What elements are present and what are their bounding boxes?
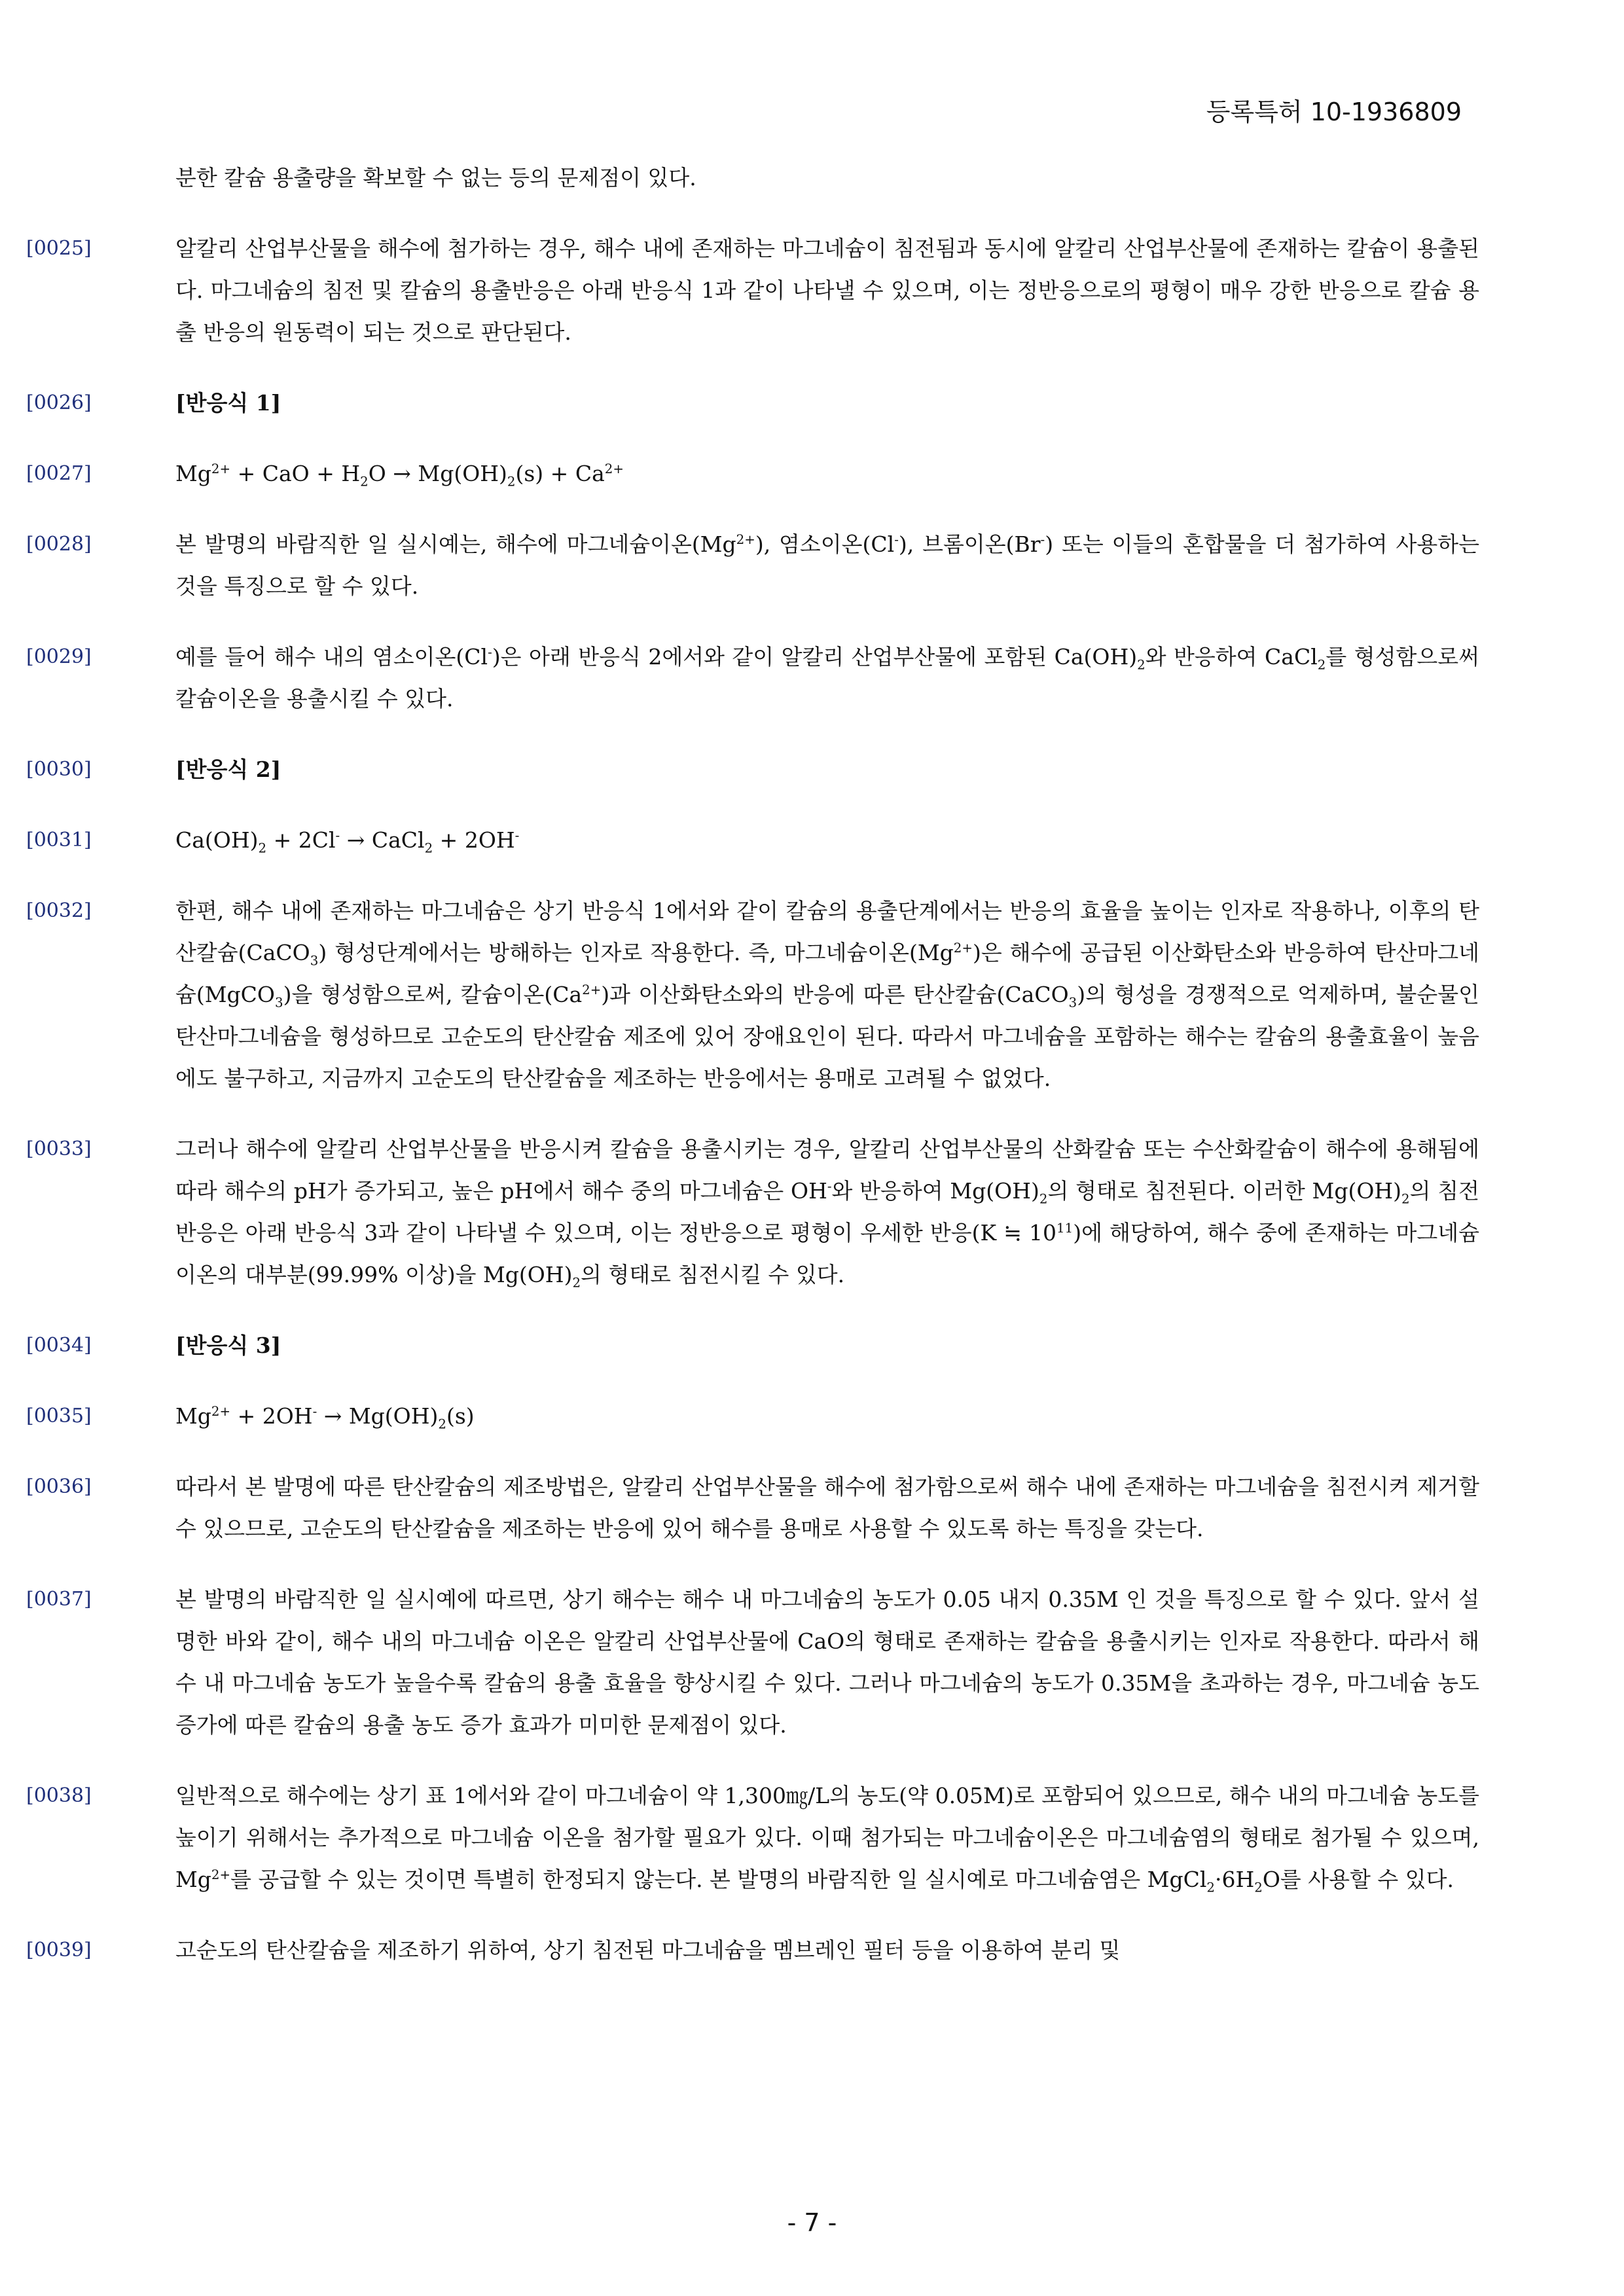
paragraph-text: 본 발명의 바람직한 일 실시예에 따르면, 상기 해수는 해수 내 마그네슘의 농도가 0.05 내지 0.35M 인 것을 특징으로 할 수 있다. 앞서 설명한 바와 같이, 해수 내의 마그네슘 이온은 알칼리 산업부산물에 CaO의 형태로 존재하는 칼슘을 용출시키는 인자로 작용한다. 따라서 해수 내 마그네슘 농도가 높을수록 칼슘의 용출 효율을 향상시킬 수 있다. 그러나 마그네슘의 농도가 0.35M을 초과하는 경우, 마그네슘 농도 증가에 따른 칼슘의 용출 농도 증가 효과가 미미한 문제점이 있다. (175, 1587, 1479, 1738)
paragraph-text: 알칼리 산업부산물을 해수에 첨가하는 경우, 해수 내에 존재하는 마그네슘이 침전됨과 동시에 알칼리 산업부산물에 존재하는 칼슘이 용출된다. 마그네슘의 침전 및 칼슘의 용출반응은 아래 반응식 1과 같이 나타낼 수 있으며, 이는 정반응으로의 평형이 매우 강한 반응으로 칼슘 용출 반응의 원동력이 되는 것으로 판단된다. (175, 236, 1479, 345)
paragraph-0025 (26, 228, 1479, 353)
paragraph-number: [0025] (26, 237, 92, 260)
paragraph-0038 (26, 1775, 1479, 1901)
paragraph-0027 (26, 453, 1479, 495)
paragraph-number: [0030] (26, 758, 92, 781)
paragraph-number: [0028] (26, 533, 92, 556)
paragraph-text: 따라서 본 발명에 따른 탄산칼슘의 제조방법은, 알칼리 산업부산물을 해수에 첨가함으로써 해수 내에 존재하는 마그네슘을 침전시켜 제거할 수 있으므로, 고순도의 탄산칼슘을 제조하는 반응에 있어 해수를 용매로 사용할 수 있도록 하는 특징을 갖는다. (175, 1474, 1479, 1541)
paragraph-number: [0033] (26, 1138, 92, 1160)
paragraph-text: 일반적으로 해수에는 상기 표 1에서와 같이 마그네슘이 약 1,300㎎/L의 농도(약 0.05M)로 포함되어 있으므로, 해수 내의 마그네슘 농도를 높이기 위해서는 추가적으로 마그네슘 이온을 첨가할 필요가 있다. 이때 첨가되는 마그네슘이온은 마그네슘염의 형태로 첨가될 수 있으며, $Mg^{2+}$를 공급할 수 있는 것이면 특별히 한정되지 않는다. 본 발명의 바람직한 일 실시예로 마그네슘염은 $MgCl_2\cdot 6H_2O$를 사용할 수 있다. (175, 1783, 1479, 1895)
reaction-heading: [반응식 2] (175, 757, 281, 782)
reaction-heading: [반응식 3] (175, 1333, 281, 1358)
paragraph-text: 예를 들어 해수 내의 염소이온(Cl-)은 아래 반응식 2에서와 같이 알칼리 산업부산물에 포함된 $Ca(OH)_2$와 반응하여 CaCl$_2$를 형성함으로써 칼슘이온을 용출시킬 수 있다. (175, 644, 1479, 711)
paragraph-number: [0034] (26, 1334, 92, 1357)
paragraph-number: [0026] (26, 391, 92, 414)
paragraph-0031 (26, 819, 1479, 861)
paragraph-0039 (26, 1929, 1479, 1971)
reaction-heading: [반응식 1] (175, 390, 281, 416)
reaction-formula-3: $Mg^{2+} + 2OH^- \to Mg(OH)_2(s)$ (175, 1403, 475, 1432)
paragraph-number: [0039] (26, 1939, 92, 1962)
document-body (26, 157, 1479, 2000)
paragraph-number: [0029] (26, 645, 92, 668)
paragraph-text: 그러나 해수에 알칼리 산업부산물을 반응시켜 칼슘을 용출시키는 경우, 알칼리 산업부산물의 산화칼슘 또는 수산화칼슘이 해수에 용해됨에 따라 해수의 pH가 증가되고, 높은 pH에서 해수 중의 마그네슘은 OH-와 반응하여 $Mg(OH)_2$의 형태로 침전된다. 이러한 $Mg(OH)_2$의 침전반응은 아래 반응식 3과 같이 나타낼 수 있으며, 이는 정반응으로 평형이 우세한 반응(K ≒ $10^{11}$)에 해당하여, 해수 중에 존재하는 마그네슘 이온의 대부분(99.99% 이상)을 $Mg(OH)_2$의 형태로 침전시킬 수 있다. (175, 1136, 1480, 1291)
paragraph-0035 (26, 1395, 1479, 1437)
paragraph-0032 (26, 890, 1479, 1100)
paragraph-text: 본 발명의 바람직한 일 실시예는, 해수에 마그네슘이온$(Mg^{2+})$, 염소이온(Cl-), 브롬이온(Br-) 또는 이들의 혼합물을 더 첨가하여 사용하는 것을 특징으로 할 수 있다. (175, 531, 1479, 599)
paragraph-0033 (26, 1128, 1479, 1296)
paragraph-number: [0037] (26, 1588, 92, 1611)
paragraph-number: [0036] (26, 1475, 92, 1498)
paragraph-0029 (26, 636, 1479, 720)
paragraph-number: [0035] (26, 1405, 92, 1427)
reaction-formula-2: $Ca(OH)_2 + 2Cl^-$ → CaCl$_2$ + 2OH- (175, 827, 520, 856)
paragraph-number: [0031] (26, 829, 92, 852)
paragraph-0037 (26, 1579, 1479, 1746)
paragraph-number: [0038] (26, 1784, 92, 1807)
patent-number-header: 등록특허 10-1936809 (1206, 98, 1462, 126)
paragraph-0026 (26, 382, 1479, 424)
paragraph-0030 (26, 749, 1479, 791)
continuation-text: 분한 칼슘 용출량을 확보할 수 없는 등의 문제점이 있다. (175, 165, 696, 190)
page-number: - 7 - (787, 2208, 837, 2237)
paragraph-number: [0032] (26, 899, 92, 922)
reaction-formula-1: $Mg^{2+}$ + CaO + $H_2O \to Mg(OH)_2(s) + Ca^{2+}$ (175, 461, 624, 490)
paragraph-0036 (26, 1466, 1479, 1550)
paragraph-number: [0027] (26, 462, 92, 485)
paragraph-0028 (26, 524, 1479, 607)
paragraph-text: 한편, 해수 내에 존재하는 마그네슘은 상기 반응식 1에서와 같이 칼슘의 용출단계에서는 반응의 효율을 높이는 인자로 작용하나, 이후의 탄산칼슘(CaCO$_3$) 형성단계에서는 방해하는 인자로 작용한다. 즉, 마그네슘이온$(Mg^{2+})$은 해수에 공급된 이산화탄소와 반응하여 탄산마그네슘(MgCO$_3$)을 형성함으로써, 칼슘이온$(Ca^{2+})$과 이산화탄소와의 반응에 따른 탄산칼슘(CaCO$_3$)의 형성을 경쟁적으로 억제하며, 불순물인 탄산마그네슘을 형성하므로 고순도의 탄산칼슘 제조에 있어 장애요인이 된다. 따라서 마그네슘을 포함하는 해수는 칼슘의 용출효율이 높음에도 불구하고, 지금까지 고순도의 탄산칼슘을 제조하는 반응에서는 용매로 고려될 수 없었다. (175, 898, 1480, 1091)
paragraph-text: 고순도의 탄산칼슘을 제조하기 위하여, 상기 침전된 마그네슘을 멤브레인 필터 등을 이용하여 분리 및 (175, 1937, 1121, 1963)
paragraph-0034 (26, 1325, 1479, 1367)
